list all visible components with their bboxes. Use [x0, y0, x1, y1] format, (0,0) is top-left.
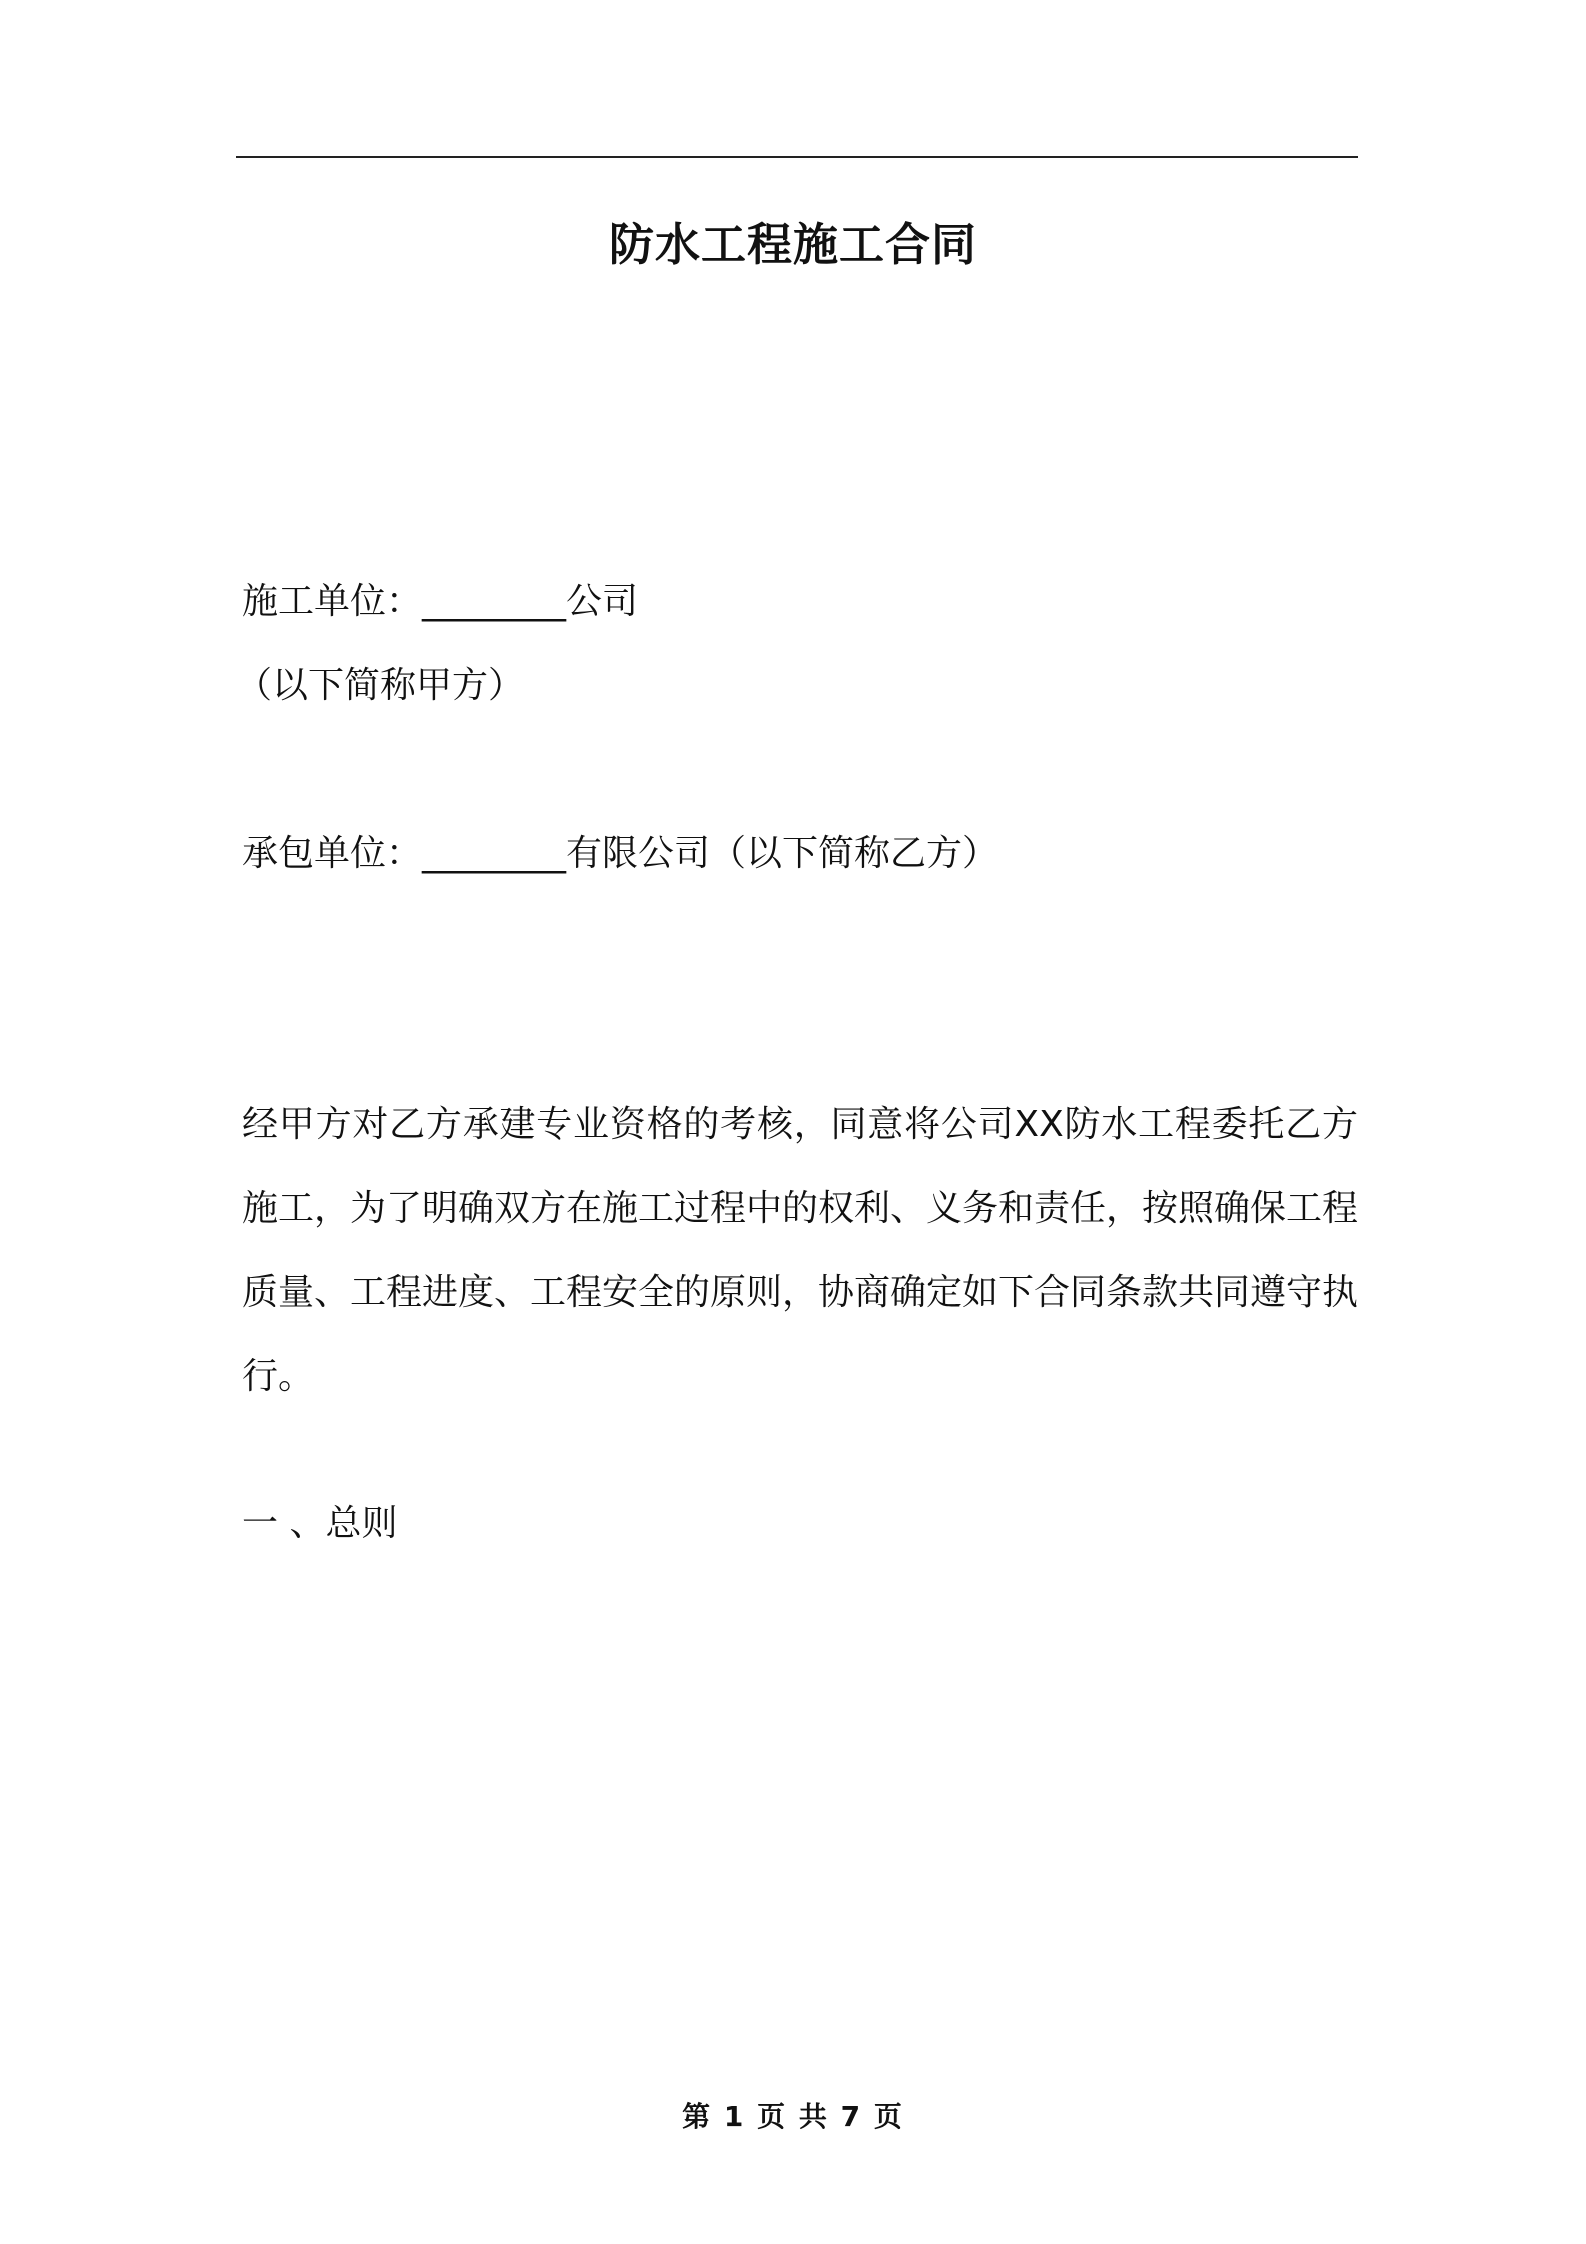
client-alias: （以下简称甲方）: [236, 665, 525, 706]
header-rule: [236, 156, 1358, 158]
client-line: 施工单位：________公司: [242, 581, 639, 622]
page-indicator: 第 1 页 共 7 页: [682, 2100, 904, 2133]
document-title: 防水工程施工合同: [608, 218, 977, 271]
section-heading: 一 、总则: [242, 1503, 398, 1544]
intro-paragraph: 经甲方对乙方承建专业资格的考核，同意将公司XX防水工程委托乙方施工，为了明确双方在施工过程中的权利、义务和责任，按照确保工程质量、工程进度、工程安全的原则，协商确定如下合同条款共同遵守执行。: [242, 1104, 1359, 1397]
contractor-line: 承包单位：________有限公司（以下简称乙方）: [242, 833, 999, 874]
